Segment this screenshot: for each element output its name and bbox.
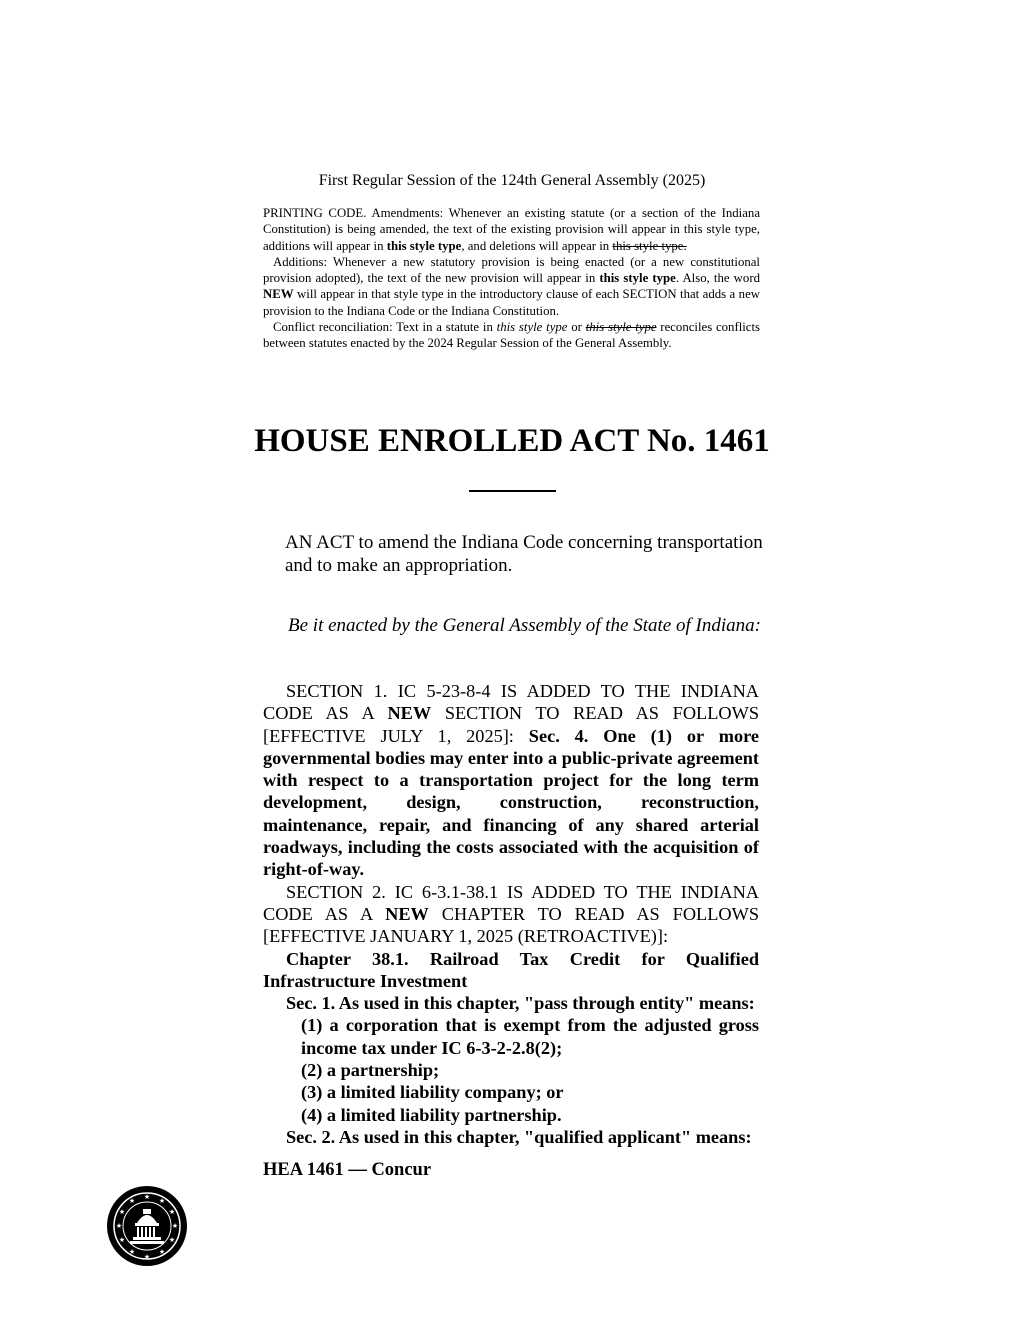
svg-text:★: ★ <box>118 1236 126 1244</box>
sec-1-definition: Sec. 1. As used in this chapter, "pass through entity" means: <box>286 993 755 1014</box>
svg-text:★: ★ <box>118 1208 126 1216</box>
act-description: AN ACT to amend the Indiana Code concerning transportation and to make an appropriation. <box>285 532 763 576</box>
title-divider <box>469 490 556 492</box>
session-header: First Regular Session of the 124th General Assembly (2025) <box>318 172 706 189</box>
svg-text:★: ★ <box>143 1193 151 1201</box>
list-item: (1) a corporation that is exempt from the adjusted gross income tax under IC 6-3-2-2.8(2); <box>301 1015 759 1058</box>
svg-text:★: ★ <box>128 1197 136 1205</box>
chapter-heading: Chapter 38.1. Railroad Tax Credit for Qualified Infrastructure Investment <box>263 948 759 991</box>
svg-text:★: ★ <box>171 1222 179 1230</box>
svg-text:★: ★ <box>128 1248 136 1256</box>
section-2-intro: SECTION 2. IC 6-3.1-38.1 IS ADDED TO THE INDIANA CODE AS A NEW CHAPTER TO READ AS FOLLOWS [EFFECTIVE JANUARY 1, 2025 (RETROACTIVE)]: <box>263 881 759 947</box>
printing-code-amendments: PRINTING CODE. Amendments: Whenever an existing statute (or a section of the Indiana Constitution) is being amended, the text of the existing provision will appear in this style type, additions will appear in this style type, and deletions will appear in this style type. <box>263 206 760 253</box>
svg-text:★: ★ <box>168 1208 176 1216</box>
act-title: HOUSE ENROLLED ACT No. 1461 <box>254 423 770 459</box>
list-item: (3) a limited liability company; or <box>301 1082 564 1103</box>
svg-text:★: ★ <box>158 1248 166 1256</box>
printing-code-conflict: Conflict reconciliation: Text in a statute in this style type or this style type reconciles conflicts between statutes enacted by the 2024 Regular Session of the General Assembly. <box>263 320 761 351</box>
act-body <box>263 680 759 1148</box>
printing-code-notice <box>263 205 760 352</box>
svg-text:★: ★ <box>158 1197 166 1205</box>
list-item: (2) a partnership; <box>301 1060 440 1081</box>
indiana-state-seal-icon <box>106 1185 188 1267</box>
svg-text:★: ★ <box>143 1253 151 1261</box>
section-1: SECTION 1. IC 5-23-8-4 IS ADDED TO THE INDIANA CODE AS A NEW SECTION TO READ AS FOLLOWS [EFFECTIVE JULY 1, 2025]: Sec. 4. One (1) or more governmental bodies may enter into a public-private agreement with respect to a transportation project for the long term development, design, construction, reconstruction, maintenance, repair, and financing of any shared arterial roadways, including the costs associated with the acquisition of right-of-way. <box>263 681 759 880</box>
list-item: (4) a limited liability partnership. <box>301 1104 562 1125</box>
sec-2-definition: Sec. 2. As used in this chapter, "qualified applicant" means: <box>286 1126 752 1147</box>
printing-code-additions: Additions: Whenever a new statutory provision is being enacted (or a new constitutional provision adopted), the text of the new provision will appear in this style type. Also, the word NEW will appear in that style type in the introductory clause of each SECTION that adds a new provision to the Indiana Code or the Indiana Constitution. <box>263 254 760 318</box>
enacting-clause: Be it enacted by the General Assembly of the State of Indiana: <box>288 615 761 636</box>
svg-text:★: ★ <box>168 1236 176 1244</box>
footer-label: HEA 1461 — Concur <box>263 1160 432 1180</box>
svg-text:★: ★ <box>115 1222 123 1230</box>
